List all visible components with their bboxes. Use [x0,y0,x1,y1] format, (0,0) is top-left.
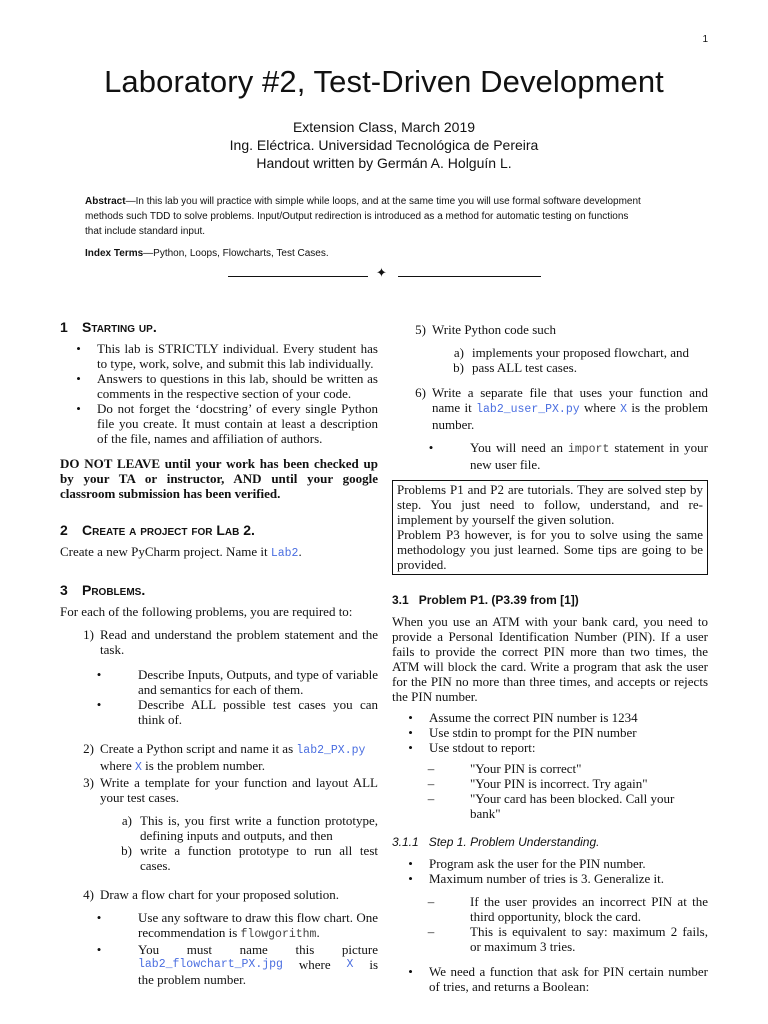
tutorial-note-box [392,480,708,575]
index-terms-text: —Python, Loops, Flowcharts, Test Cases. [143,248,329,259]
warning-text: DO NOT LEAVE until your work has been checked up by your TA or instructor, AND until your google classroom submission has been verified. [60,456,378,501]
list-item: b) write a function prototype to run all test cases. [121,843,378,873]
list-item: – If the user provides an incorrect PIN at the third opportunity, block the card. [427,894,708,924]
list-item: – "Your PIN is incorrect. Try again" [427,776,648,791]
list-item: • This lab is STRICTLY individual. Every student has to type, work, solve, and submit this lab individually. [76,341,378,371]
list-item: 4) Draw a flow chart for your proposed solution. [83,887,339,902]
project-name-code: Lab2 [270,547,299,560]
note-paragraph-2: Problem P3 however, is for you to solve using the same methodology you just learned. Some tips are going to be provided. [397,527,703,572]
list-item: • Use stdout to report: [408,740,536,755]
list-item: • You will need an import statement in your new user file. [428,440,708,472]
abstract-text: —In this lab you will practice with simple while loops, and at the same time you will use formal software development methods such TDD to solve problems. Input/Output redirection is introduced as a method for automatic testing on functions that include standard input. [85,196,641,237]
list-item: 5) Write Python code such [415,322,557,337]
list-item: • Program ask the user for the PIN number. [408,856,646,871]
paper-title: Laboratory #2, Test-Driven Development [104,64,664,99]
right-column [392,322,708,994]
list-item: 1) Read and understand the problem statement and the task. [83,627,378,657]
problem-p1-text: When you use an ATM with your bank card, you need to provide a Personal Identification Number (PIN). If a user fails to provide the correct PIN more than two times, the ATM will block the card. Write a program that ask the user for the PIN no more than three times, and accepts or rejects the PIN number. [392,614,708,704]
section-2-heading: 2 Create a project for Lab 2. [60,522,255,538]
index-terms [85,248,329,259]
subtitle-line-1: Extension Class, March 2019 [292,119,476,135]
list-item: • Maximum number of tries is 3. Generalize it. [408,871,665,886]
section-3-intro: For each of the following problems, you are required to: [60,604,353,619]
list-item: a) implements your proposed flowchart, and [453,345,689,360]
section-1-heading: 1 Starting up. [60,319,157,335]
list-item: 2) Create a Python script and name it as lab2_PX.py where X is the problem number. [83,741,366,774]
separator-right [398,276,541,277]
subsubsection-3-1-1-heading: 3.1.1 Step 1. Problem Understanding. [392,835,600,849]
list-item: • Describe ALL possible test cases you can think of. [96,697,378,727]
list-item: a) This is, you first write a function prototype, defining inputs and outputs, and then [121,813,378,843]
list-item: • We need a function that ask for PIN certain number of tries, and returns a Boolean: [408,964,708,994]
list-item: b) pass ALL test cases. [453,360,577,375]
list-item: • Use stdin to prompt for the PIN number [408,725,637,740]
list-item: • Answers to questions in this lab, should be written as comments in the respective section of your code. [76,371,378,401]
subsection-3-1-heading: 3.1 Problem P1. (P3.39 from [1]) [392,593,579,607]
diamond-ornament-icon: ✦ [376,266,387,281]
separator-left [228,276,368,277]
subtitle-line-2: Ing. Eléctrica. Universidad Tecnológica de Pereira [229,137,539,153]
list-item: 3) Write a template for your function and layout ALL your test cases. [83,775,378,805]
page-number: 1 [702,34,708,45]
section-3-heading: 3 Problems. [60,582,146,598]
list-item: – "Your PIN is correct" [427,761,582,776]
abstract [85,194,645,239]
abstract-label: Abstract [85,196,126,207]
list-item: – This is equivalent to say: maximum 2 fails, or maximum 3 tries. [427,924,708,954]
list-item: – "Your card has been blocked. Call your bank" [427,791,675,821]
left-column [60,320,378,987]
section-2-text: Create a new PyCharm project. Name it Lab2. [60,544,302,560]
list-item: • You must name this picture lab2_flowchart_PX.jpg where X is the problem number. [96,942,378,987]
index-terms-label: Index Terms [85,248,144,259]
subtitle-line-3: Handout written by Germán A. Holguín L. [256,155,512,171]
list-item: • Do not forget the ‘docstring’ of every single Python file you create. It must contain at least a description of the file, names and affiliation of authors. [76,401,378,446]
list-item: • Describe Inputs, Outputs, and type of variable and semantics for each of them. [96,667,378,697]
list-item: 6) Write a separate file that uses your function and name it lab2_user_PX.py where X is the problem number. [415,385,708,432]
list-item: • Use any software to draw this flow chart. One recommendation is flowgorithm. [96,910,378,941]
note-paragraph-1: Problems P1 and P2 are tutorials. They are solved step by step. You just need to follow, understand, and re-implement by yourself the given solution. [397,482,703,527]
list-item: • Assume the correct PIN number is 1234 [408,710,638,725]
